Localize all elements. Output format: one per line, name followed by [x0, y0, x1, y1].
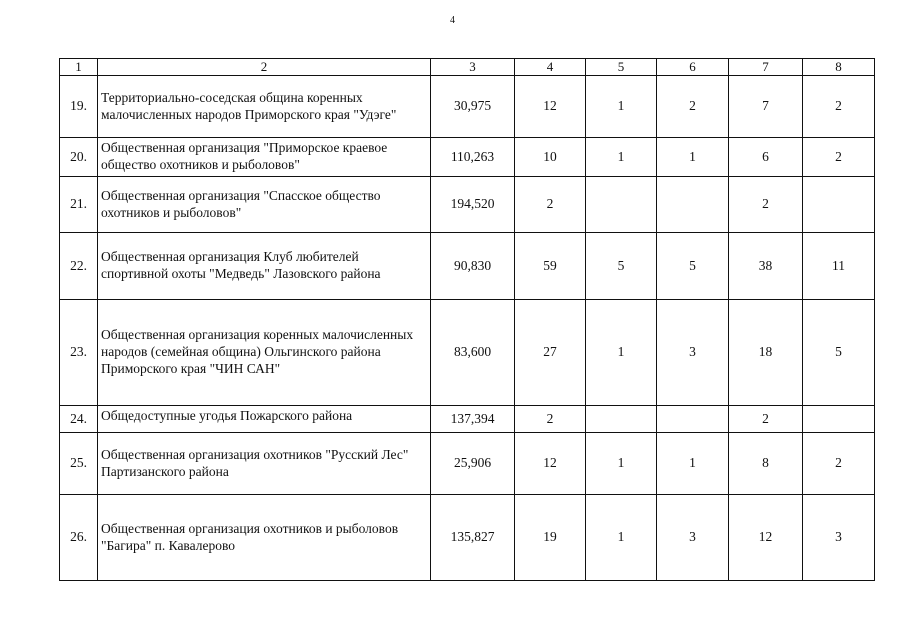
cell-col5 — [586, 406, 657, 433]
row-number: 25. — [60, 433, 98, 495]
column-header: 7 — [729, 59, 803, 76]
organization-name: Общественная организация охотников и рыболовов "Багира" п. Кавалерово — [98, 495, 431, 581]
page-number: 4 — [450, 15, 455, 26]
table-row — [60, 406, 875, 433]
cell-col7: 7 — [729, 76, 803, 138]
table-row — [60, 233, 875, 300]
cell-col7: 2 — [729, 406, 803, 433]
cell-col5: 1 — [586, 495, 657, 581]
cell-col3: 135,827 — [431, 495, 515, 581]
cell-col3: 90,830 — [431, 233, 515, 300]
row-number: 21. — [60, 177, 98, 233]
cell-col6 — [657, 177, 729, 233]
column-header: 8 — [803, 59, 875, 76]
organization-name: Общественная организация охотников "Русский Лес" Партизанского района — [98, 433, 431, 495]
organization-name: Общедоступные угодья Пожарского района — [98, 406, 431, 433]
cell-col7: 12 — [729, 495, 803, 581]
cell-col3: 30,975 — [431, 76, 515, 138]
cell-col7: 8 — [729, 433, 803, 495]
organization-name: Общественная организация "Приморское краевое общество охотников и рыболовов" — [98, 138, 431, 177]
row-number: 20. — [60, 138, 98, 177]
cell-col3: 110,263 — [431, 138, 515, 177]
cell-col7: 2 — [729, 177, 803, 233]
cell-col8: 3 — [803, 495, 875, 581]
cell-col5: 1 — [586, 300, 657, 406]
cell-col8: 2 — [803, 76, 875, 138]
header-row — [60, 59, 875, 76]
cell-col8: 2 — [803, 138, 875, 177]
cell-col6: 5 — [657, 233, 729, 300]
column-header: 4 — [515, 59, 586, 76]
cell-col5 — [586, 177, 657, 233]
cell-col5: 1 — [586, 433, 657, 495]
row-number: 22. — [60, 233, 98, 300]
organization-name: Общественная организация Клуб любителей спортивной охоты "Медведь" Лазовского района — [98, 233, 431, 300]
cell-col3: 25,906 — [431, 433, 515, 495]
cell-col3: 137,394 — [431, 406, 515, 433]
cell-col5: 1 — [586, 76, 657, 138]
cell-col4: 10 — [515, 138, 586, 177]
cell-col6 — [657, 406, 729, 433]
column-header: 1 — [60, 59, 98, 76]
table-row — [60, 300, 875, 406]
cell-col5: 5 — [586, 233, 657, 300]
column-header: 5 — [586, 59, 657, 76]
table-row — [60, 433, 875, 495]
cell-col3: 83,600 — [431, 300, 515, 406]
cell-col6: 1 — [657, 433, 729, 495]
cell-col6: 3 — [657, 495, 729, 581]
table-row — [60, 138, 875, 177]
column-header: 6 — [657, 59, 729, 76]
table-row — [60, 76, 875, 138]
cell-col8 — [803, 406, 875, 433]
cell-col7: 38 — [729, 233, 803, 300]
cell-col5: 1 — [586, 138, 657, 177]
cell-col6: 1 — [657, 138, 729, 177]
cell-col4: 12 — [515, 433, 586, 495]
row-number: 24. — [60, 406, 98, 433]
cell-col3: 194,520 — [431, 177, 515, 233]
row-number: 26. — [60, 495, 98, 581]
cell-col7: 18 — [729, 300, 803, 406]
cell-col4: 2 — [515, 406, 586, 433]
organization-name: Общественная организация "Спасское общество охотников и рыболовов" — [98, 177, 431, 233]
table-row — [60, 495, 875, 581]
row-number: 23. — [60, 300, 98, 406]
table-row — [60, 177, 875, 233]
cell-col7: 6 — [729, 138, 803, 177]
cell-col8: 2 — [803, 433, 875, 495]
cell-col4: 27 — [515, 300, 586, 406]
cell-col4: 12 — [515, 76, 586, 138]
cell-col8: 11 — [803, 233, 875, 300]
column-header: 3 — [431, 59, 515, 76]
column-header: 2 — [98, 59, 431, 76]
cell-col6: 2 — [657, 76, 729, 138]
cell-col4: 19 — [515, 495, 586, 581]
cell-col4: 2 — [515, 177, 586, 233]
row-number: 19. — [60, 76, 98, 138]
organization-name: Общественная организация коренных малочисленных народов (семейная община) Ольгинского района Приморского края "ЧИН САН" — [98, 300, 431, 406]
organization-name: Территориально-соседская община коренных малочисленных народов Приморского края "Удэге" — [98, 76, 431, 138]
cell-col6: 3 — [657, 300, 729, 406]
cell-col8: 5 — [803, 300, 875, 406]
cell-col8 — [803, 177, 875, 233]
data-table — [59, 58, 875, 581]
cell-col4: 59 — [515, 233, 586, 300]
